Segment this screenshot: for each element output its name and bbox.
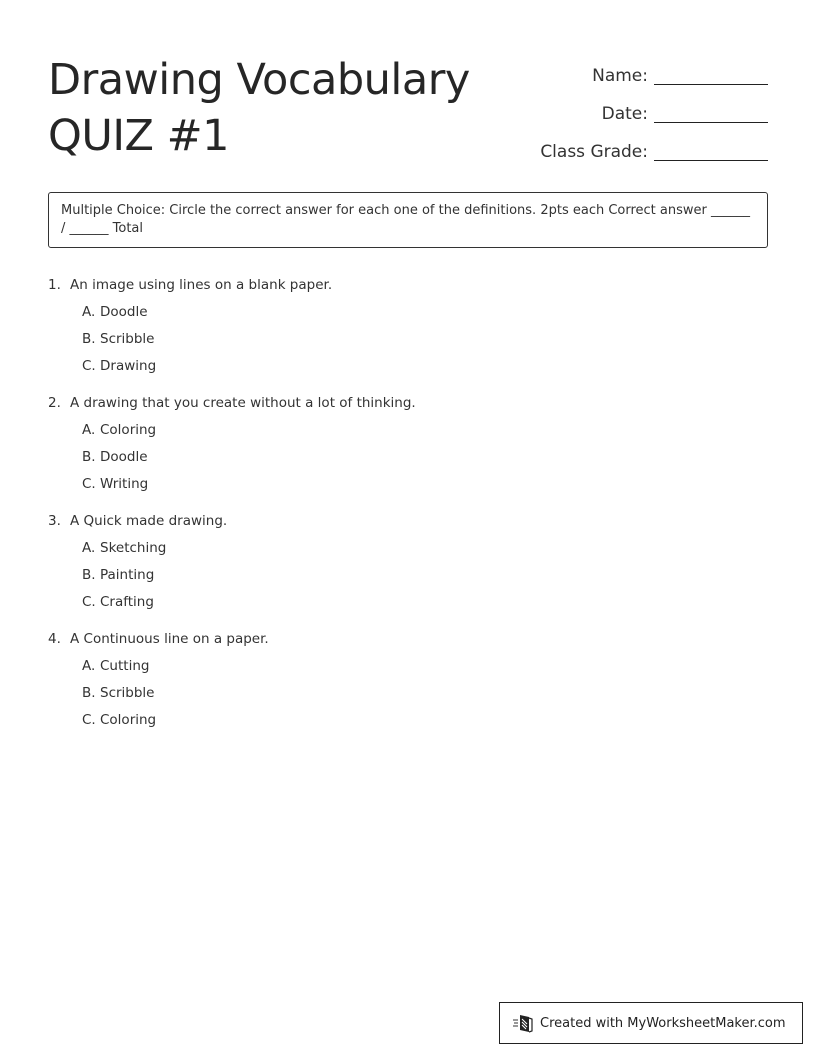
question-stem (48, 630, 748, 648)
option-c[interactable] (82, 348, 748, 375)
option-text: Doodle (100, 449, 148, 465)
date-field (508, 88, 768, 126)
page-title (48, 52, 470, 164)
option-letter: C. (82, 358, 96, 374)
question-text: An image using lines on a blank paper. (70, 277, 333, 293)
name-field (508, 50, 768, 88)
class-grade-label: Class Grade: (540, 142, 648, 162)
question-number: 2. (48, 395, 61, 411)
option-text: Crafting (100, 594, 154, 610)
option-letter: C. (82, 712, 96, 728)
option-text: Sketching (100, 540, 167, 556)
footer-text: Created with MyWorksheetMaker.com (540, 1015, 786, 1031)
option-b[interactable] (82, 439, 748, 466)
instructions-box (48, 192, 768, 248)
instructions-text: Multiple Choice: Circle the correct answer for each one of the definitions. 2pts each Correct answer ______ / ______ Total (61, 203, 750, 236)
date-label: Date: (601, 104, 648, 124)
class-grade-blank-line[interactable] (654, 159, 768, 161)
option-text: Drawing (100, 358, 157, 374)
question-number: 1. (48, 277, 61, 293)
question-text: A Continuous line on a paper. (70, 631, 269, 647)
option-a[interactable] (82, 648, 748, 675)
question-number: 4. (48, 631, 61, 647)
class-grade-field (508, 126, 768, 164)
title-line-2: QUIZ #1 (48, 111, 230, 161)
option-text: Coloring (100, 422, 157, 438)
option-a[interactable] (82, 294, 748, 321)
question-2 (48, 394, 748, 493)
option-letter: B. (82, 685, 96, 701)
option-b[interactable] (82, 675, 748, 702)
student-info-fields (508, 50, 768, 164)
title-line-1: Drawing Vocabulary (48, 55, 470, 105)
question-stem (48, 394, 748, 412)
question-stem (48, 276, 748, 294)
question-text: A Quick made drawing. (70, 513, 228, 529)
answer-options (82, 530, 748, 611)
option-text: Doodle (100, 304, 148, 320)
name-label: Name: (592, 66, 648, 86)
option-letter: C. (82, 594, 96, 610)
option-letter: A. (82, 540, 96, 556)
option-a[interactable] (82, 412, 748, 439)
question-number: 3. (48, 513, 61, 529)
option-text: Cutting (100, 658, 150, 674)
answer-options (82, 648, 748, 729)
option-text: Writing (100, 476, 149, 492)
option-text: Painting (100, 567, 155, 583)
option-text: Coloring (100, 712, 157, 728)
option-letter: B. (82, 449, 96, 465)
option-letter: A. (82, 304, 96, 320)
answer-options (82, 294, 748, 375)
date-blank-line[interactable] (654, 121, 768, 123)
question-list (48, 276, 748, 748)
option-letter: C. (82, 476, 96, 492)
option-c[interactable] (82, 584, 748, 611)
option-letter: A. (82, 422, 96, 438)
name-blank-line[interactable] (654, 83, 768, 85)
answer-options (82, 412, 748, 493)
question-stem (48, 512, 748, 530)
option-letter: B. (82, 331, 96, 347)
option-a[interactable] (82, 530, 748, 557)
worksheet-maker-logo-icon (512, 1012, 534, 1034)
question-1 (48, 276, 748, 375)
question-4 (48, 630, 748, 729)
option-letter: B. (82, 567, 96, 583)
option-text: Scribble (100, 685, 155, 701)
option-b[interactable] (82, 557, 748, 584)
option-text: Scribble (100, 331, 155, 347)
question-text: A drawing that you create without a lot of thinking. (70, 395, 416, 411)
created-with-badge[interactable] (499, 1002, 803, 1044)
option-b[interactable] (82, 321, 748, 348)
question-3 (48, 512, 748, 611)
option-letter: A. (82, 658, 96, 674)
option-c[interactable] (82, 466, 748, 493)
option-c[interactable] (82, 702, 748, 729)
